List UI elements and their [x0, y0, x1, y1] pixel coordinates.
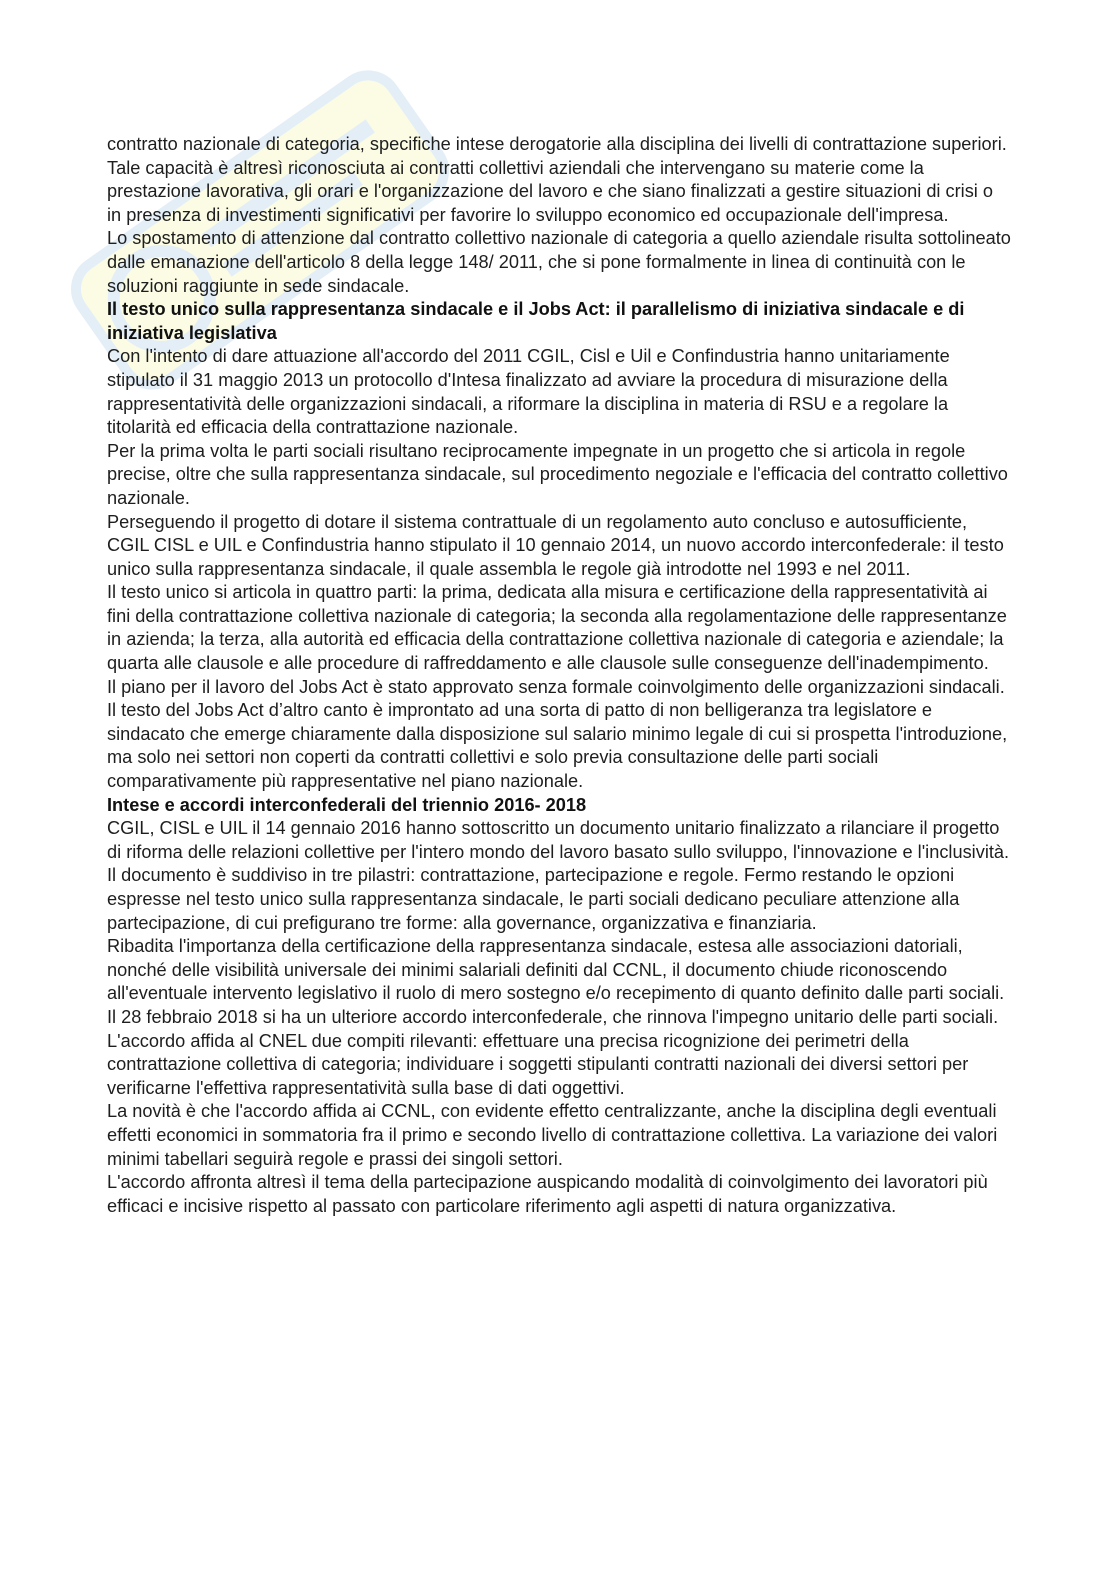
paragraph: contratto nazionale di categoria, specifiche intese derogatorie alla disciplina dei livelli di contrattazione superiori.	[107, 134, 1007, 154]
paragraph: Perseguendo il progetto di dotare il sistema contrattuale di un regolamento auto concluso e autosufficiente, CGIL CISL e UIL e Confindustria hanno stipulato il 10 gennaio 2014, un nuovo accordo interconfederale: il testo unico sulla rappresentanza sindacale, il quale assembla le regole già introdotte nel 1993 e nel 2011.	[107, 511, 1004, 579]
paragraph: CGIL, CISL e UIL il 14 gennaio 2016 hanno sottoscritto un documento unitario finalizzato a rilanciare il progetto di riforma delle relazioni collettive per l'intero mondo del lavoro basato sullo sviluppo, l'innovazione e l'inclusività.	[107, 818, 1010, 862]
paragraph: Il documento è suddiviso in tre pilastri: contrattazione, partecipazione e regole. Fermo restando le opzioni espresse nel testo unico sulla rappresentanza sindacale, le parti sociali dedicano peculiare attenzione alla partecipazione, di cui prefigurano tre forme: alla governance, organizzativa e finanziaria.	[107, 865, 960, 933]
paragraph: Lo spostamento di attenzione dal contratto collettivo nazionale di categoria a quello aziendale risulta sottolineato dalle emanazione dell'articolo 8 della legge 148/ 2011, che si pone formalmente in linea di continuità con le soluzioni raggiunte in sede sindacale.	[107, 228, 1011, 296]
section-heading: Il testo unico sulla rappresentanza sindacale e il Jobs Act: il parallelismo di iniziativa sindacale e di iniziativa legislativa	[107, 299, 965, 343]
paragraph: La novità è che l'accordo affida ai CCNL, con evidente effetto centralizzante, anche la disciplina degli eventuali effetti economici in sommatoria fra il primo e secondo livello di contrattazione collettiva. La variazione dei valori minimi tabellari seguirà regole e prassi dei singoli settori.	[107, 1101, 998, 1169]
paragraph: Per la prima volta le parti sociali risultano reciprocamente impegnate in un progetto che si articola in regole precise, oltre che sulla rappresentanza sindacale, sul procedimento negoziale e l'efficacia del contratto collettivo nazionale.	[107, 440, 1008, 508]
paragraph: Il piano per il lavoro del Jobs Act è stato approvato senza formale coinvolgimento delle organizzazioni sindacali. Il testo del Jobs Act d’altro canto è improntato ad una sorta di patto di non belligeranza tra legislatore e sindacato che emerge chiaramente dalla disposizione sul salario minimo legale di cui si prospetta l'introduzione, ma solo nei settori non coperti da contratti collettivi e solo previa consultazione delle parti sociali comparativamente più rappresentative nel piano nazionale.	[107, 676, 1008, 792]
paragraph: Con l'intento di dare attuazione all'accordo del 2011 CGIL, Cisl e Uil e Confindustria hanno unitariamente stipulato il 31 maggio 2013 un protocollo d'Intesa finalizzato ad avviare la procedura di misurazione della rappresentatività delle organizzazioni sindacali, a riformare la disciplina in materia di RSU e a regolare la titolarità ed efficacia della contrattazione nazionale.	[107, 346, 950, 438]
section-heading: Intese e accordi interconfederali del triennio 2016- 2018	[107, 794, 587, 815]
paragraph: Tale capacità è altresì riconosciuta ai contratti collettivi aziendali che intervengano su materie come la prestazione lavorativa, gli orari e l'organizzazione del lavoro e che siano finalizzati a gestire situazioni di crisi o in presenza di investimenti significativi per favorire lo sviluppo economico ed occupazionale dell'impresa.	[107, 157, 994, 225]
paragraph: L'accordo affronta altresì il tema della partecipazione auspicando modalità di coinvolgimento dei lavoratori più efficaci e incisive rispetto al passato con particolare riferimento agli aspetti di natura organizzativa.	[107, 1172, 988, 1216]
paragraph: Il 28 febbraio 2018 si ha un ulteriore accordo interconfederale, che rinnova l'impegno unitario delle parti sociali. L'accordo affida al CNEL due compiti rilevanti: effettuare una precisa ricognizione dei perimetri della contrattazione collettiva di categoria; individuare i soggetti stipulanti contratti nazionali dei diversi settori per verificarne l'effettiva rappresentatività sulla base di dati oggettivi.	[107, 1006, 999, 1098]
document-body	[107, 133, 1012, 1218]
paragraph: Il testo unico si articola in quattro parti: la prima, dedicata alla misura e certificazione della rappresentatività ai fini della contrattazione collettiva nazionale di categoria; la seconda alla regolamentazione delle rappresentanze in azienda; la terza, alla autorità ed efficacia della contrattazione collettiva nazionale di categoria e aziendale; la quarta alle clausole e alle procedure di raffreddamento e alle clausole sulle conseguenze dell'inadempimento.	[107, 582, 1007, 674]
paragraph: Ribadita l'importanza della certificazione della rappresentanza sindacale, estesa alle associazioni datoriali, nonché delle visibilità universale dei minimi salariali definiti dal CCNL, il documento chiude riconoscendo all'eventuale intervento legislativo il ruolo di mero sostegno e/o recepimento di quanto definito dalle parti sociali.	[107, 936, 1005, 1004]
